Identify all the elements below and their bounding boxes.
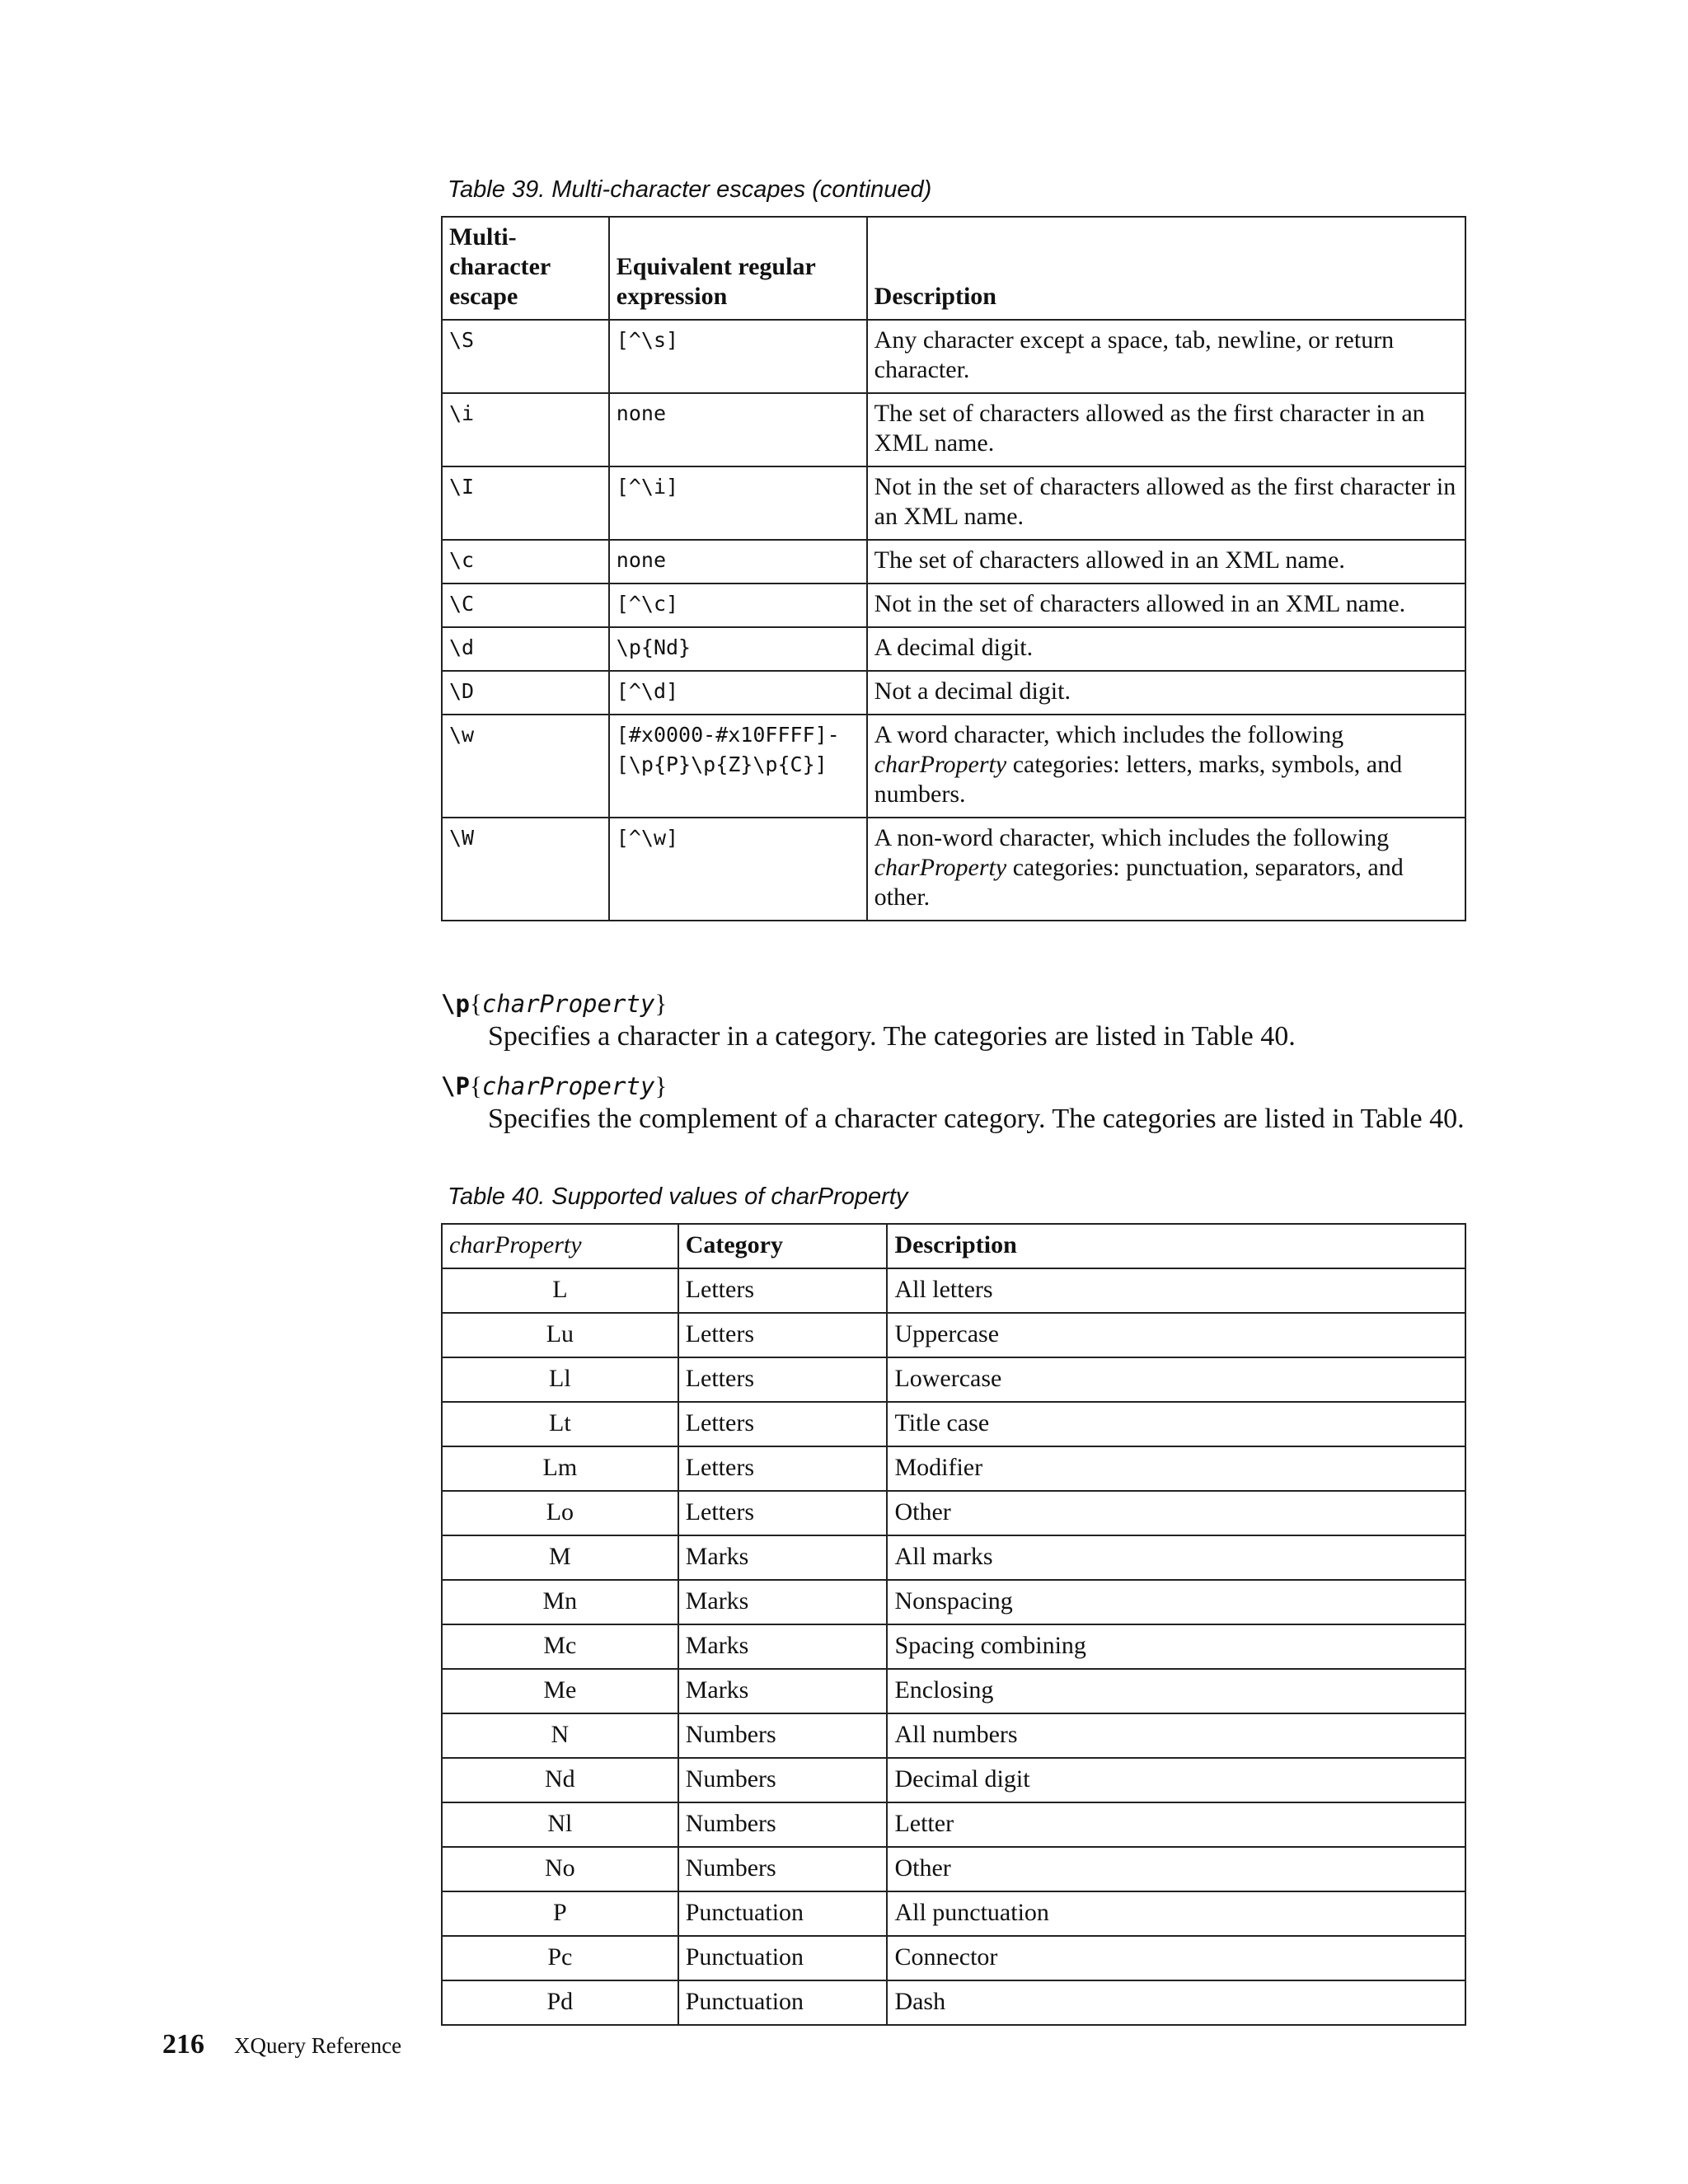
definition-entry xyxy=(441,1070,1471,1136)
regex-cell: [^\c] xyxy=(609,583,867,627)
term-open-brace: { xyxy=(469,1071,482,1100)
definition-text: Specifies the complement of a character category. The categories are listed in Table 40. xyxy=(488,1104,1465,1134)
table-row xyxy=(442,1313,1465,1357)
term-variable: charProperty xyxy=(481,1072,655,1100)
table-row xyxy=(442,818,1465,921)
category-cell: Numbers xyxy=(678,1758,888,1802)
description-text: The set of characters allowed as the first character in an XML name. xyxy=(874,400,1425,457)
category-cell: Marks xyxy=(678,1624,888,1669)
description-text: A word character, which includes the following xyxy=(874,721,1344,748)
table-row xyxy=(442,1624,1465,1669)
table-row xyxy=(442,1268,1465,1313)
definition-term xyxy=(441,1070,1471,1103)
table-row xyxy=(442,1980,1465,2025)
table-row xyxy=(442,1580,1465,1624)
charproperty-cell: Me xyxy=(442,1669,678,1713)
table-supported-char-property-values xyxy=(441,1223,1466,2026)
description-text: Not a decimal digit. xyxy=(874,677,1071,705)
description-cell: Dash xyxy=(887,1980,1465,2025)
charproperty-cell: N xyxy=(442,1713,678,1758)
char-property-term: charProperty xyxy=(874,751,1007,778)
description-cell: Title case xyxy=(887,1402,1465,1446)
description-cell: Letter xyxy=(887,1802,1465,1847)
book-title: XQuery Reference xyxy=(234,2033,402,2058)
category-cell: Letters xyxy=(678,1402,888,1446)
regex-cell: \p{Nd} xyxy=(609,627,867,671)
charproperty-cell: Lt xyxy=(442,1402,678,1446)
regex-cell: [^\s] xyxy=(609,320,867,393)
table-row xyxy=(442,1891,1465,1936)
description-cell: All numbers xyxy=(887,1713,1465,1758)
term-literal: \p xyxy=(441,990,470,1018)
term-variable: charProperty xyxy=(481,990,655,1018)
description-text: Not in the set of characters allowed in an XML name. xyxy=(874,590,1406,617)
regex-cell: [#x0000-#x10FFFF]- [\p{P}\p{Z}\p{C}] xyxy=(609,715,867,818)
description-cell: Lowercase xyxy=(887,1357,1465,1402)
escape-cell: \S xyxy=(442,320,609,393)
description-cell: Modifier xyxy=(887,1446,1465,1491)
escape-cell: \C xyxy=(442,583,609,627)
category-cell: Letters xyxy=(678,1491,888,1535)
category-cell: Letters xyxy=(678,1268,888,1313)
table40-header-charproperty: charProperty xyxy=(442,1224,678,1268)
category-cell: Marks xyxy=(678,1669,888,1713)
regex-cell: none xyxy=(609,540,867,583)
charproperty-cell: Lm xyxy=(442,1446,678,1491)
table-row xyxy=(442,1535,1465,1580)
table-row xyxy=(442,1357,1465,1402)
table40-caption: Table 40. Supported values of charProperty xyxy=(448,1183,908,1210)
escape-cell: \d xyxy=(442,627,609,671)
charproperty-cell: Pd xyxy=(442,1980,678,2025)
charproperty-cell: M xyxy=(442,1535,678,1580)
category-cell: Letters xyxy=(678,1446,888,1491)
regex-cell: [^\w] xyxy=(609,818,867,921)
description-cell xyxy=(867,627,1465,671)
definition-entry xyxy=(441,987,1471,1053)
table-row xyxy=(442,715,1465,818)
charproperty-cell: Lu xyxy=(442,1313,678,1357)
table39-caption: Table 39. Multi-character escapes (continued) xyxy=(448,176,932,203)
category-cell: Punctuation xyxy=(678,1891,888,1936)
description-cell: Other xyxy=(887,1847,1465,1891)
category-cell: Numbers xyxy=(678,1847,888,1891)
charproperty-cell: Nd xyxy=(442,1758,678,1802)
description-text: A non-word character, which includes the following xyxy=(874,824,1390,851)
description-cell: Connector xyxy=(887,1936,1465,1980)
table40-header-description: Description xyxy=(887,1224,1465,1268)
table-row xyxy=(442,627,1465,671)
regex-cell: [^\i] xyxy=(609,466,867,540)
category-cell: Punctuation xyxy=(678,1936,888,1980)
charproperty-cell: Mn xyxy=(442,1580,678,1624)
description-cell: Other xyxy=(887,1491,1465,1535)
description-cell xyxy=(867,583,1465,627)
charproperty-cell: L xyxy=(442,1268,678,1313)
table-row xyxy=(442,540,1465,583)
table40-header-category: Category xyxy=(678,1224,888,1268)
description-text: The set of characters allowed in an XML name. xyxy=(874,546,1345,574)
charproperty-cell: P xyxy=(442,1891,678,1936)
table39-header-escape: Multi- character escape xyxy=(442,217,609,320)
table-row xyxy=(442,583,1465,627)
table-row xyxy=(442,1713,1465,1758)
page-number: 216 xyxy=(162,2029,204,2060)
definition-term xyxy=(441,987,1471,1020)
table39-header-regex: Equivalent regular expression xyxy=(609,217,867,320)
term-literal: \P xyxy=(441,1072,470,1100)
description-text: Any character except a space, tab, newline, or return character. xyxy=(874,326,1395,383)
table39-body xyxy=(442,320,1465,921)
description-cell xyxy=(867,818,1465,921)
charproperty-cell: Pc xyxy=(442,1936,678,1980)
escape-cell: \I xyxy=(442,466,609,540)
category-cell: Letters xyxy=(678,1313,888,1357)
description-cell: All letters xyxy=(887,1268,1465,1313)
description-cell xyxy=(867,320,1465,393)
table-row xyxy=(442,1802,1465,1847)
description-text: Not in the set of characters allowed as the first character in an XML name. xyxy=(874,473,1456,530)
table-row xyxy=(442,1847,1465,1891)
table-row xyxy=(442,320,1465,393)
escape-cell: \w xyxy=(442,715,609,818)
description-text: A decimal digit. xyxy=(874,634,1034,661)
escape-cell: \c xyxy=(442,540,609,583)
term-open-brace: { xyxy=(469,989,482,1018)
page-footer xyxy=(162,2029,401,2060)
description-cell xyxy=(867,540,1465,583)
description-text: categories: punctuation, separators, and other. xyxy=(874,854,1404,911)
table-row xyxy=(442,1402,1465,1446)
escape-cell: \i xyxy=(442,393,609,466)
table-row xyxy=(442,1669,1465,1713)
description-text: categories: letters, marks, symbols, and numbers. xyxy=(874,751,1403,808)
table-row xyxy=(442,1758,1465,1802)
charproperty-cell: Lo xyxy=(442,1491,678,1535)
description-cell: Nonspacing xyxy=(887,1580,1465,1624)
charproperty-cell: Mc xyxy=(442,1624,678,1669)
description-cell: Decimal digit xyxy=(887,1758,1465,1802)
description-cell: All marks xyxy=(887,1535,1465,1580)
table40-body xyxy=(442,1268,1465,2025)
category-cell: Marks xyxy=(678,1535,888,1580)
regex-cell: none xyxy=(609,393,867,466)
category-cell: Numbers xyxy=(678,1802,888,1847)
table-row xyxy=(442,393,1465,466)
definition-text: Specifies a character in a category. The categories are listed in Table 40. xyxy=(488,1021,1296,1052)
table39-header-row xyxy=(442,217,1465,320)
table-row xyxy=(442,1446,1465,1491)
charproperty-cell: Nl xyxy=(442,1802,678,1847)
char-property-term: charProperty xyxy=(874,854,1007,881)
table-row xyxy=(442,671,1465,715)
table39-header-description: Description xyxy=(867,217,1465,320)
description-cell xyxy=(867,671,1465,715)
description-cell: Uppercase xyxy=(887,1313,1465,1357)
description-cell: All punctuation xyxy=(887,1891,1465,1936)
escape-cell: \D xyxy=(442,671,609,715)
charproperty-cell: No xyxy=(442,1847,678,1891)
escape-cell: \W xyxy=(442,818,609,921)
term-close-brace: } xyxy=(654,1071,668,1100)
category-cell: Letters xyxy=(678,1357,888,1402)
table-row xyxy=(442,1936,1465,1980)
description-cell xyxy=(867,466,1465,540)
category-cell: Numbers xyxy=(678,1713,888,1758)
regex-cell: [^\d] xyxy=(609,671,867,715)
table-row xyxy=(442,1491,1465,1535)
description-cell xyxy=(867,715,1465,818)
table40-header-row xyxy=(442,1224,1465,1268)
description-cell: Enclosing xyxy=(887,1669,1465,1713)
category-cell: Punctuation xyxy=(678,1980,888,2025)
table-row xyxy=(442,466,1465,540)
category-cell: Marks xyxy=(678,1580,888,1624)
term-close-brace: } xyxy=(654,989,668,1018)
charproperty-cell: Ll xyxy=(442,1357,678,1402)
description-cell: Spacing combining xyxy=(887,1624,1465,1669)
table-multi-character-escapes xyxy=(441,216,1466,921)
description-cell xyxy=(867,393,1465,466)
